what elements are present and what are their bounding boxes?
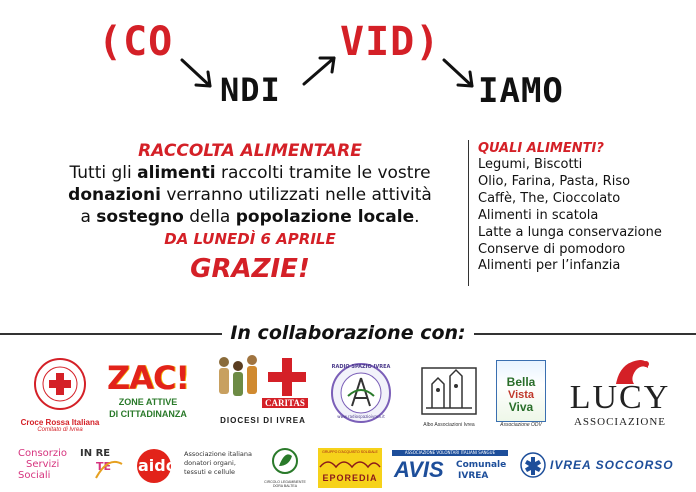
aido-logo [134, 446, 282, 488]
lucy-logo [560, 356, 680, 432]
consorzio-inrete-logo [18, 448, 130, 490]
viva-word: Viva [508, 400, 534, 414]
circolo-line-1: CIRCOLO LEGAMBIENTE [264, 480, 306, 484]
aido-desc-2: donatori organi, [184, 459, 236, 467]
eporedia-name: EPOREDIA [322, 473, 378, 483]
list-item: Alimenti per l’infanzia [478, 258, 621, 274]
list-item: Alimenti in scatola [478, 207, 599, 223]
arrow-up-right-icon [300, 52, 342, 88]
text-fragment-bold: popolazione locale [235, 207, 415, 227]
castle-sketch-icon [416, 364, 482, 418]
text-fragment: . [414, 207, 420, 227]
zac-subtitle-1: ZONE ATTIVE [118, 397, 178, 407]
collaboration-label: In collaborazione con: [230, 322, 466, 344]
text-fragment: della [183, 207, 236, 227]
text-fragment: verranno utilizzati nelle attività [160, 185, 432, 205]
diocesi-name: DIOCESI DI IVREA [220, 416, 306, 425]
consorzio-line-3: Sociali [18, 470, 51, 481]
list-item: Legumi, Biscotti [478, 157, 583, 172]
avis-name: AVIS [394, 457, 444, 482]
main-title: RACCOLTA ALIMENTARE [138, 141, 362, 161]
list-item: Caffè, The, Cioccolato [478, 190, 621, 206]
thanks-text: GRAZIE! [190, 254, 310, 284]
bella-word: Bella [506, 375, 536, 389]
radio-top-text: RADIO SPAZIO IVREA [331, 364, 391, 370]
zac-logo [106, 360, 190, 432]
text-fragment: Tutti gli [69, 163, 138, 183]
ivrea-soccorso-logo [520, 450, 680, 484]
collaboration-divider [0, 320, 696, 346]
lucy-name: LUCY [569, 379, 671, 416]
consorzio-line-2: Servizi [26, 459, 60, 470]
inrete-part-2: TE [96, 460, 112, 473]
headline-part-iamo: IAMO [478, 71, 564, 111]
eporedia-pattern-icon [318, 455, 382, 469]
main-message [40, 140, 460, 286]
headline-part-ndi: NDI [220, 71, 281, 109]
arrow-down-right-icon [178, 56, 218, 92]
radio-spazio-logo [330, 362, 392, 424]
legambiente-logo [262, 446, 308, 490]
eporedia-top-text: GRUPPO D'ACQUISTO SOLIDALE [322, 450, 378, 454]
circolo-line-2: DORA BALTEA [272, 484, 298, 488]
bella-vista-viva-logo [496, 360, 546, 430]
avis-comunale: Comunale [456, 460, 507, 470]
vista-word: Vista [507, 389, 535, 401]
bella-vista-box [496, 360, 546, 422]
lucy-sub: ASSOCIAZIONE [573, 416, 667, 428]
radio-bottom-text: www.radiospazioivrea.it [337, 414, 385, 419]
aido-name: aido [138, 456, 177, 475]
zac-subtitle-2: DI CITTADINANZA [109, 409, 187, 419]
text-fragment-bold: sostegno [96, 207, 184, 227]
arrow-down-right-icon-2 [440, 56, 480, 92]
cri-name: Croce Rossa Italiana [20, 418, 100, 427]
divider-line-right [474, 333, 696, 335]
avis-ivrea: IVREA [458, 471, 489, 481]
avis-logo [392, 450, 508, 486]
text-fragment-bold: alimenti [137, 163, 216, 183]
aido-desc-3: tessuti e cellule [184, 468, 236, 476]
red-cross-icon [20, 356, 100, 412]
list-item: Olio, Farina, Pasta, Riso [478, 173, 631, 189]
bella-sub: Associazione ODV [500, 422, 542, 428]
headline-part-vid: VID) [340, 19, 441, 65]
croce-rossa-logo [20, 356, 100, 432]
main-line-3 [40, 206, 460, 228]
caritas-logo [208, 352, 318, 432]
main-line-1 [40, 162, 460, 184]
consorzio-line-1: Consorzio [18, 448, 68, 459]
text-fragment: raccolti tramite le vostre [215, 163, 431, 183]
main-line-2 [40, 184, 460, 206]
albo-associazioni-logo [416, 364, 482, 428]
start-date: DA LUNEDÌ 6 APRILE [164, 230, 336, 248]
inrete-part-1: IN RE [80, 448, 111, 459]
cri-subtitle: Comitato di Ivrea [37, 427, 83, 433]
star-of-life-icon [520, 452, 546, 478]
text-fragment-bold: donazioni [68, 185, 161, 205]
soccorso-name: IVREA SOCCORSO [550, 458, 674, 472]
caritas-name: CARITAS [262, 398, 308, 408]
food-list [468, 140, 696, 286]
headline-part-co: (CO [98, 19, 174, 65]
food-list-title: QUALI ALIMENTI? [478, 141, 604, 156]
zac-title: ZAC! [106, 359, 190, 397]
eporedia-logo [318, 448, 382, 488]
inrete-swoosh-icon [94, 454, 124, 484]
avis-top-text: ASSOCIAZIONE VOLONTARI ITALIANI SANGUE [392, 450, 508, 456]
text-fragment: a [80, 207, 97, 227]
legambiente-leaf-icon [262, 446, 308, 476]
list-item: Latte a lunga conservazione [478, 224, 662, 240]
list-item: Conserve di pomodoro [478, 241, 626, 257]
albo-text: Albo Associazioni Ivrea [423, 422, 475, 428]
aido-desc-1: Associazione italiana [184, 450, 252, 458]
